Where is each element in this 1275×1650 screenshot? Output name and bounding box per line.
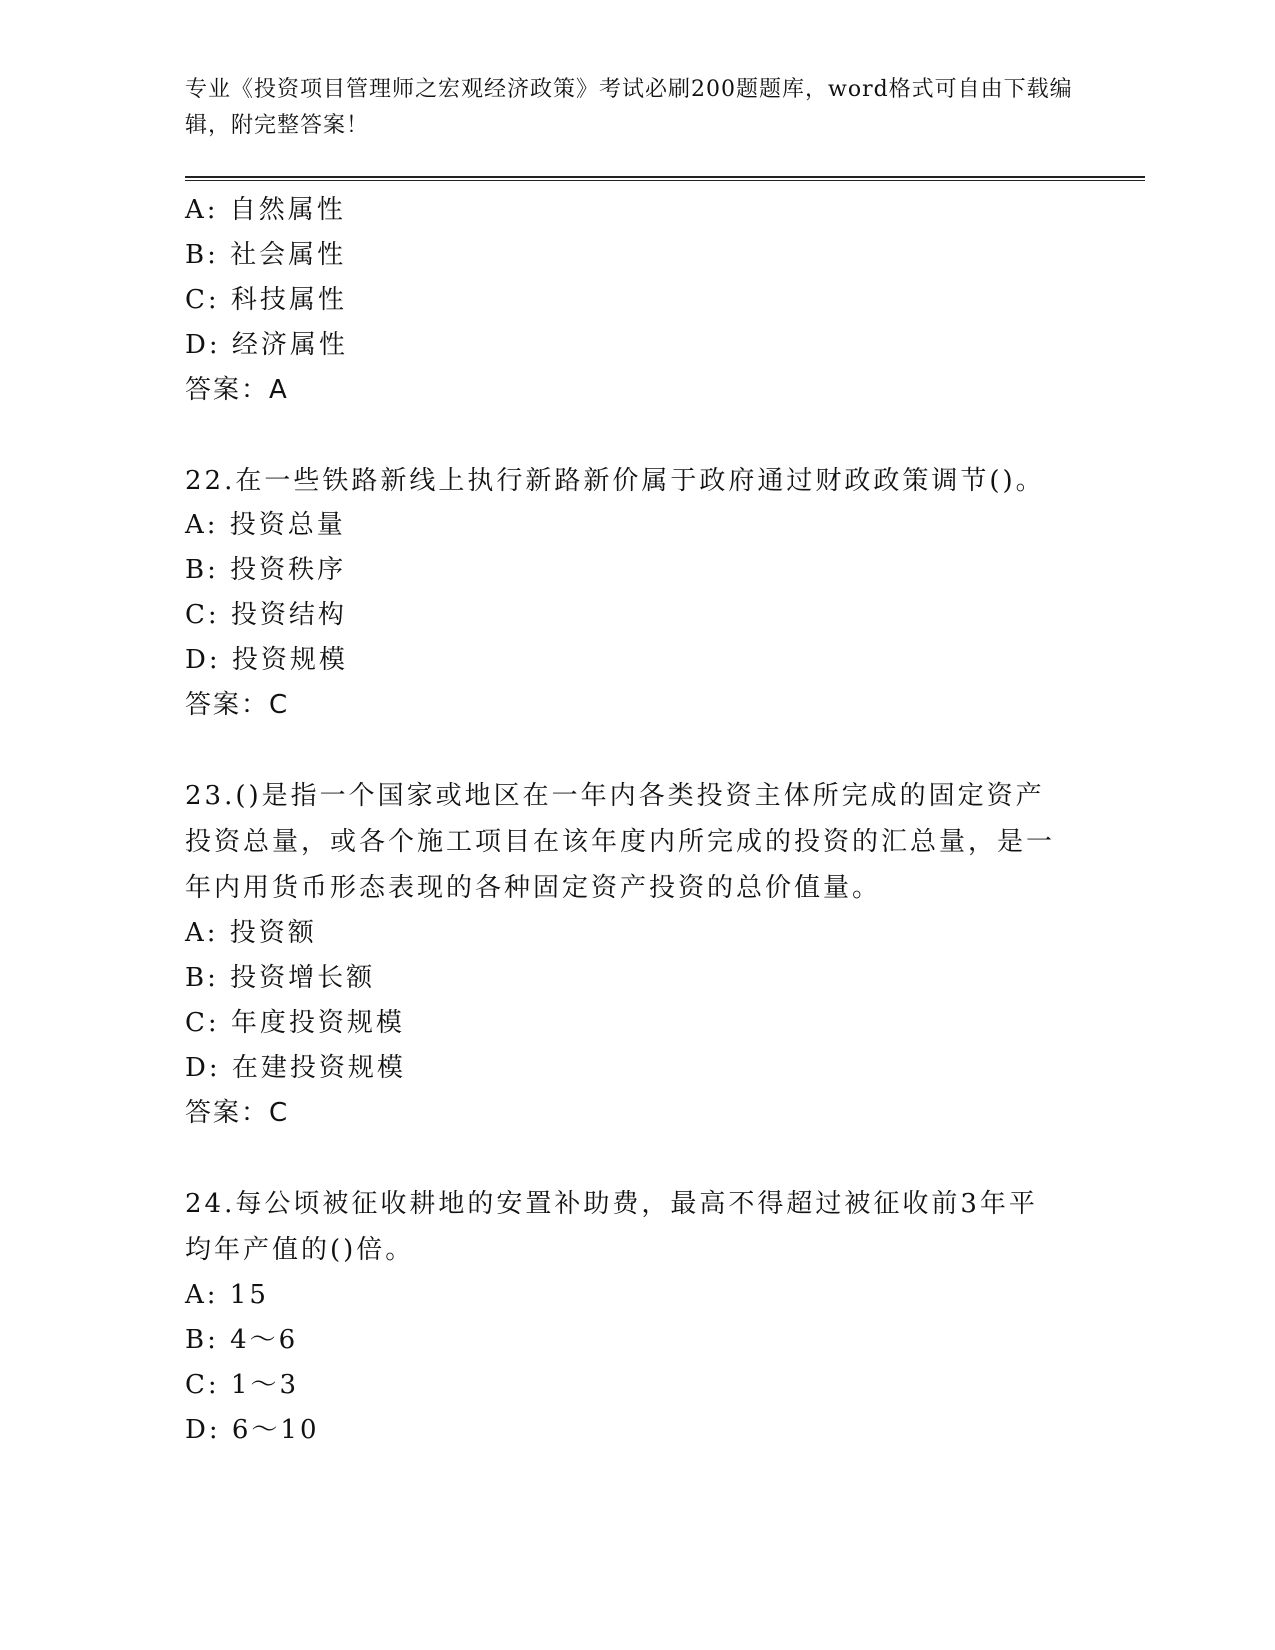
option-d: D: 经济属性 — [185, 330, 348, 360]
header-rule — [185, 176, 1145, 181]
option-b: B: 投资秩序 — [185, 555, 347, 585]
question-22 — [185, 458, 1145, 728]
document-body — [185, 188, 1145, 1453]
option-c: C: 投资结构 — [185, 600, 347, 630]
question-23 — [185, 773, 1145, 1136]
option-c: C: 科技属性 — [185, 285, 347, 315]
answer: 答案：C — [185, 690, 290, 720]
spacer — [185, 1136, 1145, 1181]
option-b: B: 社会属性 — [185, 240, 347, 270]
option-a: A: 自然属性 — [185, 195, 346, 225]
option-a: A: 投资额 — [185, 918, 317, 948]
option-b: B: 投资增长额 — [185, 963, 376, 993]
spacer — [185, 728, 1145, 773]
answer: 答案：A — [185, 375, 289, 405]
question-21 — [185, 188, 1145, 413]
question-text: 22.在一些铁路新线上执行新路新价属于政府通过财政政策调节()。 — [185, 466, 1045, 496]
question-text: 23.()是指一个国家或地区在一年内各类投资主体所完成的固定资产投资总量，或各个施工项目在该年度内所完成的投资的汇总量，是一年内用货币形态表现的各种固定资产投资的总价值量。 — [185, 781, 1056, 903]
question-text: 24.每公顷被征收耕地的安置补助费，最高不得超过被征收前3年平均年产值的()倍。 — [185, 1189, 1038, 1265]
option-b: B: 4～6 — [185, 1325, 299, 1355]
document-header: 专业《投资项目管理师之宏观经济政策》考试必刷200题题库，word格式可自由下载编辑，附完整答案！ — [185, 77, 1073, 138]
option-d: D: 投资规模 — [185, 645, 348, 675]
option-d: D: 在建投资规模 — [185, 1053, 406, 1083]
question-24 — [185, 1181, 1145, 1453]
option-c: C: 1～3 — [185, 1370, 300, 1400]
option-a: A: 15 — [185, 1280, 269, 1310]
spacer — [185, 413, 1145, 458]
answer: 答案：C — [185, 1098, 290, 1128]
option-c: C: 年度投资规模 — [185, 1008, 405, 1038]
option-a: A: 投资总量 — [185, 510, 346, 540]
option-d: D: 6～10 — [185, 1415, 320, 1445]
